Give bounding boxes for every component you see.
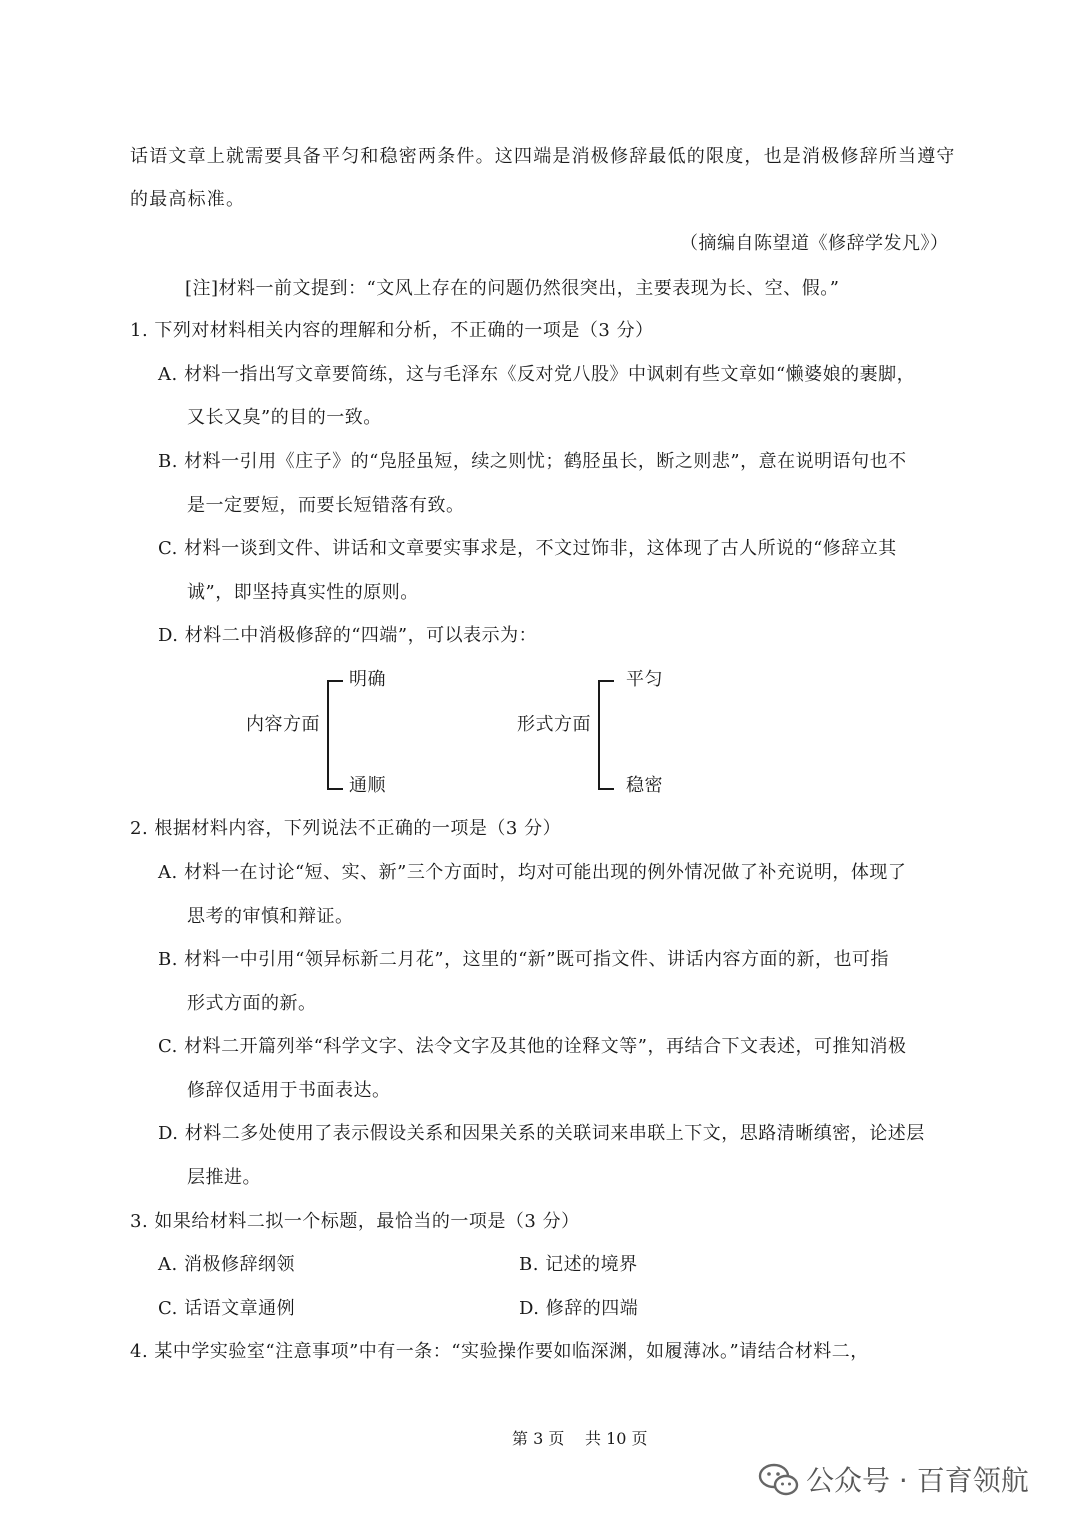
q4-stem: 4. 某中学实验室“注意事项”中有一条：“实验操作要如临深渊，如履薄冰。”请结合材料二， (130, 1341, 869, 1362)
q2-option-a-line-1: A. 材料一在讨论“短、实、新”三个方面时，均对可能出现的例外情况做了补充说明，体现了 (158, 862, 907, 883)
q2-option-c-line-2: 修辞仅适用于书面表达。 (187, 1080, 391, 1101)
intro-line-2: 的最高标准。 (130, 189, 246, 210)
note-line: [注]材料一前文提到：“文风上存在的问题仍然很突出，主要表现为长、空、假。” (185, 278, 840, 299)
q2-option-b-line-1: B. 材料一中引用“领异标新二月花”，这里的“新”既可指文件、讲话内容方面的新，也可指 (158, 949, 889, 970)
q3-option-c: C. 话语文章通例 (158, 1298, 296, 1319)
diagram-right-bottom: 稳密 (626, 775, 663, 796)
source-citation: （摘编自陈望道《修辞学发凡》） (680, 233, 949, 254)
wechat-icon (758, 1462, 800, 1498)
diagram-left-top: 明确 (349, 669, 386, 690)
diagram-left-label: 内容方面 (246, 714, 320, 735)
q2-option-d-line-2: 层推进。 (187, 1167, 261, 1188)
q2-option-d-line-1: D. 材料二多处使用了表示假设关系和因果关系的关联词来串联上下文，思路清晰缜密，论述层 (158, 1123, 925, 1144)
q2-option-a-line-2: 思考的审慎和辩证。 (187, 906, 354, 927)
intro-line-1: 话语文章上就需要具备平匀和稳密两条件。这四端是消极修辞最低的限度，也是消极修辞所当遵守 (130, 146, 956, 167)
q1-stem: 1. 下列对材料相关内容的理解和分析，不正确的一项是（3 分） (130, 320, 654, 341)
q3-option-b: B. 记述的境界 (519, 1254, 638, 1275)
q2-option-b-line-2: 形式方面的新。 (187, 993, 317, 1014)
q1-option-a-line-1: A. 材料一指出写文章要简练，这与毛泽东《反对党八股》中讽刺有些文章如“懒婆娘的裹脚， (158, 364, 916, 385)
diagram-right-label: 形式方面 (517, 714, 591, 735)
page-total: 共 10 页 (585, 1429, 648, 1448)
q1-option-b-line-1: B. 材料一引用《庄子》的“凫胫虽短，续之则忧；鹤胫虽长，断之则悲”，意在说明语句也不 (158, 451, 907, 472)
watermark-text: 公众号 · 百育领航 (806, 1464, 1029, 1497)
q2-option-c-line-1: C. 材料二开篇列举“科学文字、法令文字及其他的诠释文等”，再结合下文表述，可推知消极 (158, 1036, 907, 1057)
q1-option-c-line-2: 诚”，即坚持真实性的原则。 (187, 582, 419, 603)
diagram-right-top: 平匀 (626, 669, 663, 690)
diagram-left-bracket (327, 680, 343, 790)
q1-option-c-line-1: C. 材料一谈到文件、讲话和文章要实事求是，不文过饰非，这体现了古人所说的“修辞立其 (158, 538, 897, 559)
q3-option-a: A. 消极修辞纲领 (158, 1254, 295, 1275)
q2-stem: 2. 根据材料内容，下列说法不正确的一项是（3 分） (130, 818, 562, 839)
q3-option-d: D. 修辞的四端 (519, 1298, 639, 1319)
page-number: 第 3 页 (512, 1429, 565, 1448)
q3-stem: 3. 如果给材料二拟一个标题，最恰当的一项是（3 分） (130, 1211, 580, 1232)
diagram-right-bracket (598, 680, 614, 790)
diagram-left-bottom: 通顺 (349, 775, 386, 796)
q1-option-b-line-2: 是一定要短，而要长短错落有致。 (187, 495, 465, 516)
q1-option-a-line-2: 又长又臭”的目的一致。 (187, 407, 382, 428)
q1-option-d-line-1: D. 材料二中消极修辞的“四端”，可以表示为： (158, 625, 538, 646)
